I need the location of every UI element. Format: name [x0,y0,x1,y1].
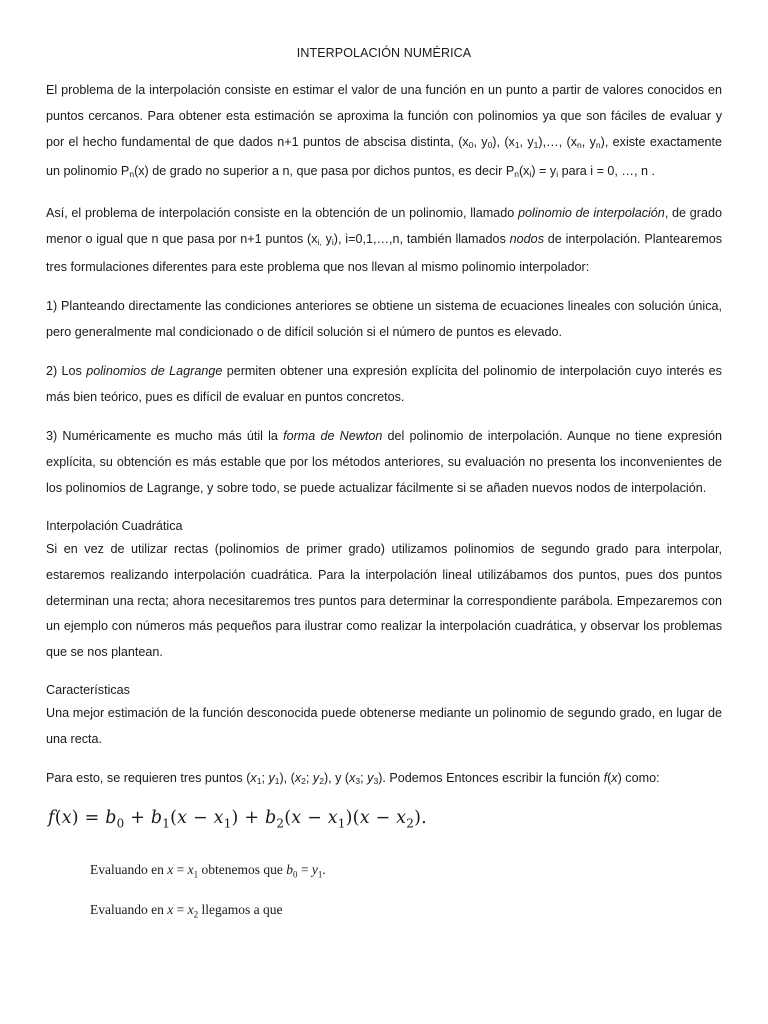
paragraph-definition: Así, el problema de interpolación consiste en la obtención de un polinomio, llamado polinomio de interpolación, de grado menor o igual que n que pasa por n+1 puntos ($x_{i,}$ $y_i$), i=0,1,…,n, también llamados nodos de interpolación. Plantearemos tres formulaciones diferentes para este problema que nos llevan al mismo polinomio interpolador: [46,205,723,275]
newton-quadratic-formula: $f(x) = b_0 + b_1(x - x_1) + b_2(x - x_1)(x - x_2)$. [48,808,427,831]
heading-quadratic: Interpolación Cuadrática [46,518,183,533]
paragraph-method-1: 1) Planteando directamente las condiciones anteriores se obtiene un sistema de ecuaciones lineales con solución única, pero generalmente mal condicionado o de difícil solución si el número de puntos es elevado. [46,299,722,340]
paragraph-quadratic: Si en vez de utilizar rectas (polinomios de primer grado) utilizamos polinomios de segundo grado para interpolar, estaremos realizando interpolación cuadrática. Para la interpolación lineal utilizábamos dos puntos, pues dos puntos determinan una recta; ahora necesitaremos tres puntos para determinar la correspondiente parábola. Empezaremos con un ejemplo con números más pequeños para ilustrar como realizar la interpolación cuadrática, y observar los problemas que se nos plantean. [46,541,722,660]
paragraph-characteristics: Una mejor estimación de la función desconocida puede obtenerse mediante un polinomio de segundo grado, en lugar de una recta. [46,706,722,747]
evaluation-line-2: Evaluando en $x = x_2$ llegamos a que [90,902,283,920]
evaluation-line-1: Evaluando en $x = x_1$ obtenemos que $b_0 = y_1$. [90,862,326,880]
paragraph-intro: El problema de la interpolación consiste en estimar el valor de una función en un punto a partir de valores conocidos en puntos cercanos. Para obtener esta estimación se aproxima la función con polinomios ya que son fáciles de evaluar y por el hecho fundamental de que dados n+1 puntos de abscisa distinta, ($x_0$, $y_0$), ($x_1$, $y_1),\dots$, ($x_n$, $y_n$), existe exactamente un polinomio $P_n(x)$ de grado no superior a n, que pasa por dichos puntos, es decir $P_n(x_i) = y_i$ para i = 0, …, n . [46,83,722,179]
heading-characteristics: Características [46,683,130,698]
document-title: INTERPOLACIÓN NUMÉRICA [296,46,472,60]
paragraph-method-3: 3) Numéricamente es mucho más útil la forma de Newton del polinomio de interpolación. Aunque no tiene expresión explícita, su obtención es más estable que por los métodos anteriores, su evaluación no presenta los inconvenientes de los polinomios de Lagrange, y sobre todo, se puede actualizar fácilmente si se añaden nuevos nodos de interpolación. [46,428,722,495]
document-body [46,78,722,808]
paragraph-method-2: 2) Los polinomios de Lagrange permiten obtener una expresión explícita del polinomio de interpolación cuyo interés es más bien teórico, pues es difícil de evaluar en puntos concretos. [46,364,722,405]
paragraph-points: Para esto, se requieren tres puntos ($x_1$; $y_1$), ($x_2$; $y_2$), y ($x_3$; $y_3$). Podemos Entonces escribir la función f(x) como: [46,771,660,787]
